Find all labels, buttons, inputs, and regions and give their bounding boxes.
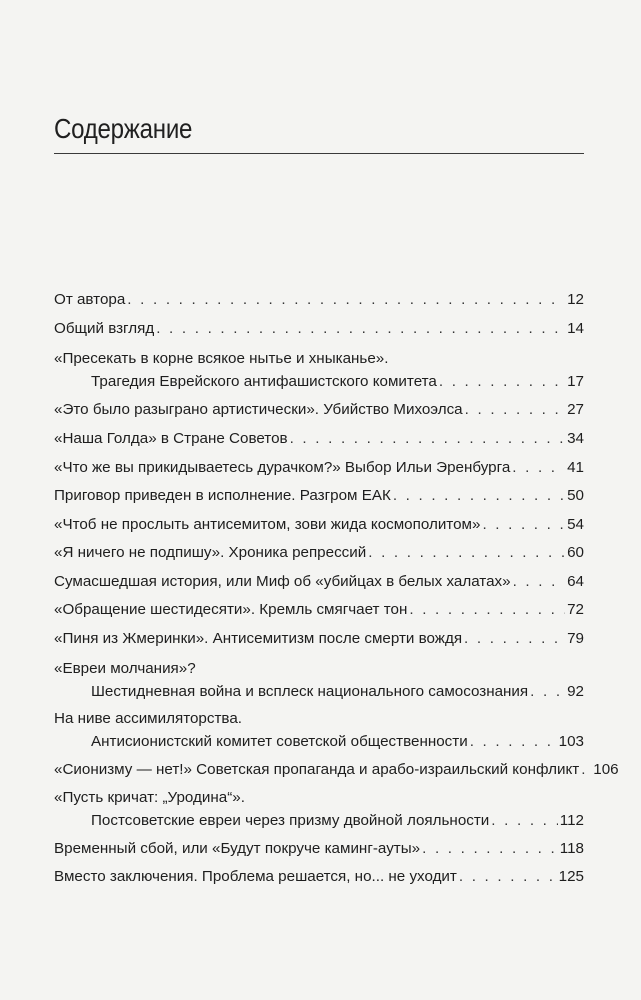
- dot-leader: [393, 486, 565, 506]
- page-number: 106: [593, 761, 619, 778]
- page-number: 60: [567, 544, 584, 561]
- page-number: 14: [567, 320, 584, 337]
- dot-leader: [459, 867, 557, 887]
- dot-leader: [491, 811, 557, 831]
- toc-entry-title: На ниве ассимиляторства.: [54, 710, 242, 727]
- toc-entry-title: От автора: [54, 291, 126, 308]
- toc-entry-subtitle: Трагедия Еврейского антифашистского комитета: [91, 373, 437, 390]
- toc-entry-title: Вместо заключения. Проблема решается, но... не уходит: [54, 868, 457, 885]
- page-number: 118: [559, 840, 584, 857]
- toc-entry-title: Временный сбой, или «Будут покруче каминг-ауты»: [54, 840, 421, 857]
- toc-entry-title: «Евреи молчания»?: [54, 660, 196, 677]
- toc-entry-title: «Пусть кричат: „Уродина“».: [54, 789, 245, 806]
- page-number: 34: [567, 430, 584, 447]
- dot-leader: [581, 760, 591, 780]
- toc-entry-subtitle: Антисионистский комитет советской общественности: [91, 733, 468, 750]
- title-underline: [54, 153, 584, 154]
- page-number: 17: [567, 373, 584, 390]
- dot-leader: [439, 372, 565, 392]
- page-number: 54: [567, 516, 584, 533]
- toc-entry-title: «Сионизму — нет!» Советская пропаганда и арабо-израильский конфликт: [54, 761, 580, 778]
- page-number: 92: [567, 683, 584, 700]
- dot-leader: [464, 629, 565, 649]
- dot-leader: [422, 839, 558, 859]
- toc-entry-title: «Наша Голда» в Стране Советов: [54, 430, 288, 447]
- dot-leader: [290, 429, 566, 449]
- toc-entry-title: Приговор приведен в исполнение. Разгром ЕАК: [54, 487, 391, 504]
- page-number: 64: [567, 573, 584, 590]
- dot-leader: [127, 290, 565, 310]
- toc-entry-title: «Я ничего не подпишу». Хроника репрессий: [54, 544, 367, 561]
- page-number: 112: [559, 812, 584, 829]
- toc-entry-title: «Это было разыграно артистически». Убийство Михоэлса: [54, 401, 463, 418]
- dot-leader: [470, 732, 557, 752]
- dot-leader: [530, 682, 565, 702]
- dot-leader: [513, 572, 566, 592]
- page-number: 12: [567, 291, 584, 308]
- toc-entry-title: «Обращение шестидесяти». Кремль смягчает тон: [54, 601, 408, 618]
- page-number: 41: [567, 459, 584, 476]
- dot-leader: [368, 543, 565, 563]
- toc-entry-title: Общий взгляд: [54, 320, 155, 337]
- toc-entry-title: Сумасшедшая история, или Миф об «убийцах в белых халатах»: [54, 573, 511, 590]
- toc-entry-title: «Пиня из Жмеринки». Антисемитизм после смерти вождя: [54, 630, 463, 647]
- page-number: 125: [558, 868, 584, 885]
- page-title: Содержание: [54, 113, 193, 144]
- page-number: 79: [567, 630, 584, 647]
- dot-leader: [512, 458, 565, 478]
- page-number: 50: [567, 487, 584, 504]
- dot-leader: [409, 600, 565, 620]
- page-number: 103: [558, 733, 584, 750]
- page-number: 72: [567, 601, 584, 618]
- toc-entry-title: «Что же вы прикидываетесь дурачком?» Выбор Ильи Эренбурга: [54, 459, 511, 476]
- toc-entry-subtitle: Постсоветские евреи через призму двойной лояльности: [91, 812, 490, 829]
- dot-leader: [156, 319, 565, 339]
- page-number: 27: [567, 401, 584, 418]
- toc-entry-subtitle: Шестидневная война и всплеск национального самосознания: [91, 683, 529, 700]
- dot-leader: [465, 400, 565, 420]
- toc-entry-title: «Чтоб не прослыть антисемитом, зови жида космополитом»: [54, 516, 481, 533]
- toc-entry-title: «Пресекать в корне всякое нытье и хныканье».: [54, 350, 389, 367]
- dot-leader: [482, 515, 565, 535]
